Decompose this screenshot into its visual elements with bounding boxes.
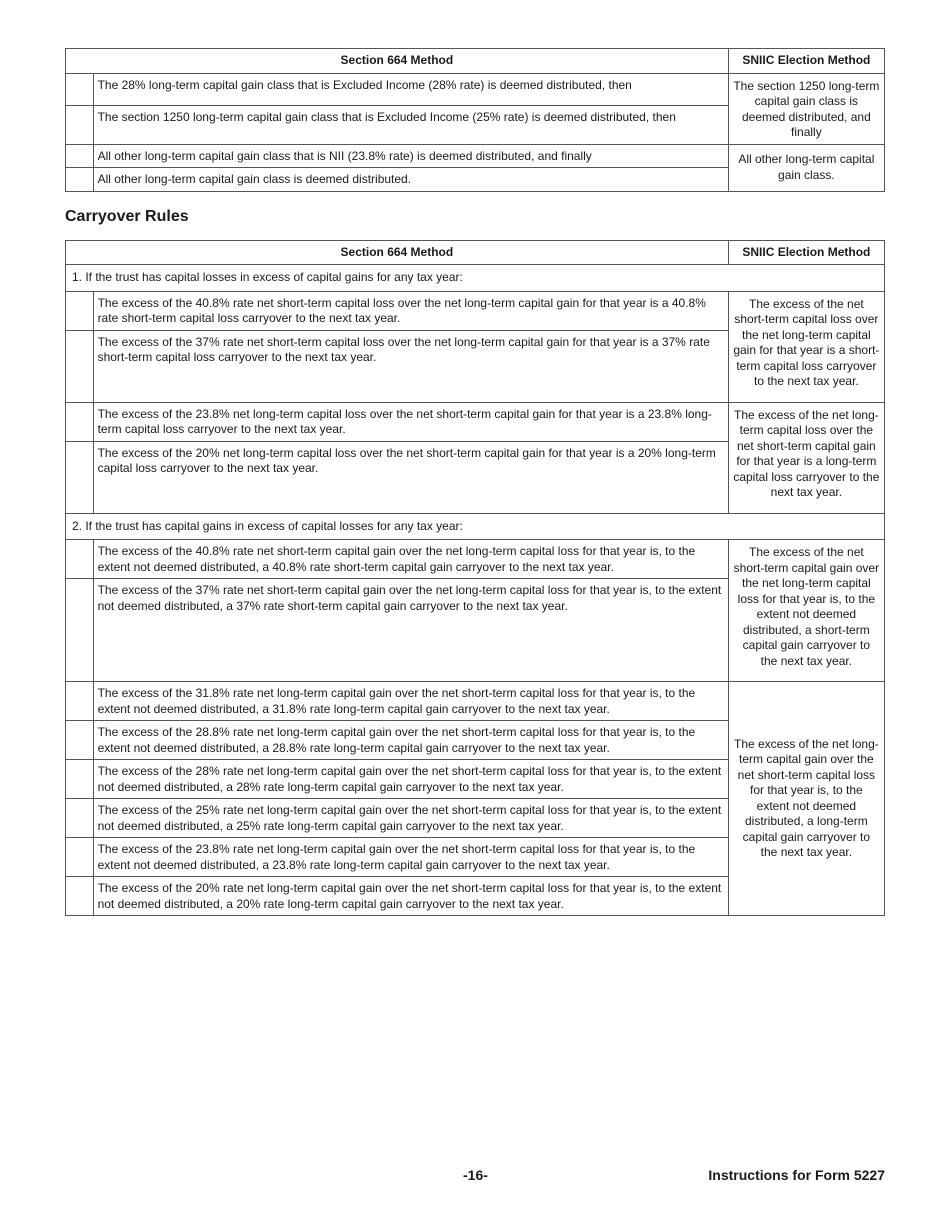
header-sniic: SNIIC Election Method bbox=[728, 49, 884, 74]
table-row bbox=[66, 73, 885, 105]
row-text: The excess of the 23.8% rate net long-term capital gain over the net short-term capital loss for that year is, to the extent not deemed distributed, a 23.8% rate long-term capital gain carryover to the next tax year. bbox=[93, 838, 728, 877]
page-number: -16- bbox=[463, 1167, 488, 1183]
sniic-cell: The excess of the net long-term capital loss over the net short-term capital gain for that year is a long-term capital loss carryover to the next tax year. bbox=[728, 402, 884, 513]
row-text: The excess of the 28% rate net long-term capital gain over the net short-term capital loss for that year is, to the extent not deemed distributed, a 28% rate long-term capital gain carryover to the next tax year. bbox=[93, 760, 728, 799]
header-sniic: SNIIC Election Method bbox=[728, 240, 884, 265]
row-text: The excess of the 20% net long-term capital loss over the net short-term capital gain for that year is a 20% long-term capital loss carryover to the next tax year. bbox=[93, 441, 728, 513]
section-1-label: 1. If the trust has capital losses in excess of capital gains for any tax year: bbox=[66, 265, 885, 292]
table-header-row bbox=[66, 49, 885, 74]
row-text: The 28% long-term capital gain class that is Excluded Income (28% rate) is deemed distributed, then bbox=[93, 73, 728, 105]
carryover-rules-table bbox=[65, 240, 885, 917]
blank-cell bbox=[66, 402, 94, 441]
page-content bbox=[65, 48, 885, 916]
sniic-cell: The section 1250 long-term capital gain class is deemed distributed, and finally bbox=[728, 73, 884, 144]
table-row bbox=[66, 402, 885, 441]
blank-cell bbox=[66, 144, 94, 168]
sniic-cell: The excess of the net short-term capital loss over the net long-term capital gain for that year is a short-term capital loss carryover to the next tax year. bbox=[728, 291, 884, 402]
blank-cell bbox=[66, 330, 94, 402]
row-text: The excess of the 37% rate net short-term capital gain over the net long-term capital loss for that year is, to the extent not deemed distributed, a 37% rate short-term capital gain carryover to the next tax year. bbox=[93, 579, 728, 682]
sniic-cell: The excess of the net short-term capital gain over the net long-term capital loss for that year is, to the extent not deemed distributed, a short-term capital gain carryover to the next tax year. bbox=[728, 540, 884, 682]
blank-cell bbox=[66, 682, 94, 721]
table-row bbox=[66, 144, 885, 168]
blank-cell bbox=[66, 540, 94, 579]
header-section-664: Section 664 Method bbox=[66, 49, 729, 74]
table-header-row bbox=[66, 240, 885, 265]
blank-cell bbox=[66, 721, 94, 760]
blank-cell bbox=[66, 760, 94, 799]
sniic-cell: All other long-term capital gain class. bbox=[728, 144, 884, 191]
form-name: Instructions for Form 5227 bbox=[708, 1167, 885, 1183]
section-heading-carryover: Carryover Rules bbox=[65, 207, 189, 225]
row-text: The excess of the 25% rate net long-term capital gain over the net short-term capital loss for that year is, to the extent not deemed distributed, a 25% rate long-term capital gain carryover to the next tax year. bbox=[93, 799, 728, 838]
section-row bbox=[66, 513, 885, 540]
blank-cell bbox=[66, 579, 94, 682]
row-text: All other long-term capital gain class that is NII (23.8% rate) is deemed distributed, and finally bbox=[93, 144, 728, 168]
blank-cell bbox=[66, 441, 94, 513]
row-text: The excess of the 40.8% rate net short-term capital gain over the net long-term capital loss for that year is, to the extent not deemed distributed, a 40.8% rate short-term capital gain carryover to the next tax year. bbox=[93, 540, 728, 579]
page-footer bbox=[65, 1167, 885, 1187]
row-text: The excess of the 31.8% rate net long-term capital gain over the net short-term capital loss for that year is, to the extent not deemed distributed, a 31.8% rate long-term capital gain carryover to the next tax year. bbox=[93, 682, 728, 721]
blank-cell bbox=[66, 105, 94, 144]
blank-cell bbox=[66, 73, 94, 105]
blank-cell bbox=[66, 838, 94, 877]
blank-cell bbox=[66, 168, 94, 192]
section-row bbox=[66, 265, 885, 292]
row-text: The excess of the 40.8% rate net short-term capital loss over the net long-term capital gain for that year is a 40.8% rate short-term capital loss carryover to the next tax year. bbox=[93, 291, 728, 330]
row-text: The excess of the 37% rate net short-term capital loss over the net long-term capital gain for that year is a 37% rate short-term capital loss carryover to the next tax year. bbox=[93, 330, 728, 402]
row-text: The excess of the 23.8% net long-term capital loss over the net short-term capital gain for that year is a 23.8% long-term capital loss carryover to the next tax year. bbox=[93, 402, 728, 441]
table-row bbox=[66, 682, 885, 721]
header-section-664: Section 664 Method bbox=[66, 240, 729, 265]
table-row bbox=[66, 291, 885, 330]
sniic-cell: The excess of the net long-term capital gain over the net short-term capital loss for that year is, to the extent not deemed distributed, a long-term capital gain carryover to the next tax year. bbox=[728, 682, 884, 916]
distribution-order-table bbox=[65, 48, 885, 192]
row-text: The excess of the 28.8% rate net long-term capital gain over the net short-term capital loss for that year is, to the extent not deemed distributed, a 28.8% rate long-term capital gain carryover to the next tax year. bbox=[93, 721, 728, 760]
section-2-label: 2. If the trust has capital gains in excess of capital losses for any tax year: bbox=[66, 513, 885, 540]
row-text: All other long-term capital gain class is deemed distributed. bbox=[93, 168, 728, 192]
row-text: The section 1250 long-term capital gain class that is Excluded Income (25% rate) is deemed distributed, then bbox=[93, 105, 728, 144]
row-text: The excess of the 20% rate net long-term capital gain over the net short-term capital loss for that year is, to the extent not deemed distributed, a 20% rate long-term capital gain carryover to the next tax year. bbox=[93, 877, 728, 916]
table-row bbox=[66, 540, 885, 579]
blank-cell bbox=[66, 799, 94, 838]
blank-cell bbox=[66, 291, 94, 330]
blank-cell bbox=[66, 877, 94, 916]
